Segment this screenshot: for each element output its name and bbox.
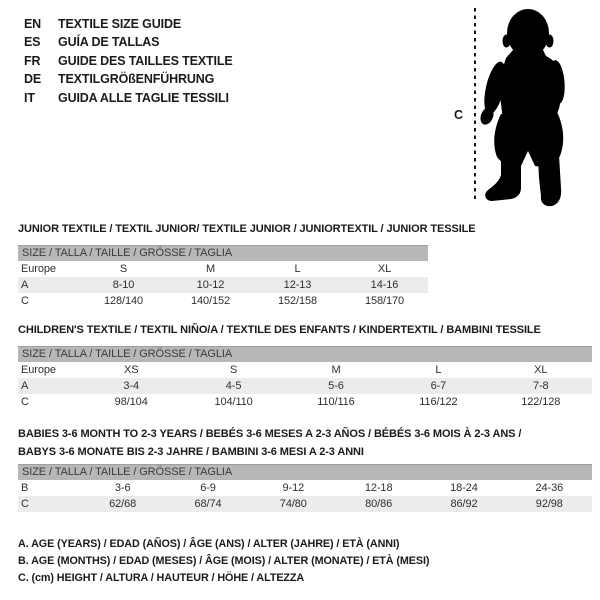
language-title: GUIDA ALLE TAGLIE TESSILI xyxy=(58,90,229,105)
row-label: B xyxy=(21,482,29,494)
table-title-line1: BABIES 3-6 MONTH TO 2-3 YEARS / BEBÉS 3-6 MESES A 2-3 AÑOS / BÉBÉS 3-6 MOIS À 2-3 ANS / xyxy=(18,428,522,440)
size-table xyxy=(18,480,592,512)
cell-value: S xyxy=(119,262,128,275)
language-title-list xyxy=(24,15,233,107)
cell-value: 116/122 xyxy=(419,395,458,408)
cell-value: 6-9 xyxy=(200,482,216,494)
language-row-it xyxy=(24,89,233,107)
data-row-b xyxy=(18,480,592,496)
cell-value: 9-12 xyxy=(282,482,305,494)
height-measure-label: C xyxy=(454,108,464,122)
cell-value: 24-36 xyxy=(535,482,564,494)
cell-value: 128/140 xyxy=(103,294,144,307)
cell-value: M xyxy=(331,363,341,376)
cell-value: 152/158 xyxy=(277,294,318,307)
babies-textile-table xyxy=(18,426,592,512)
cell-value: 4-5 xyxy=(225,379,242,392)
language-title: TEXTILGRÖßENFÜHRUNG xyxy=(58,72,215,87)
cell-value: 122/128 xyxy=(521,395,561,408)
legend-line-a: A. AGE (YEARS) / EDAD (AÑOS) / ÂGE (ANS) / ALTER (JAHRE) / ETÀ (ANNI) xyxy=(18,538,400,550)
size-header-bar: SIZE / TALLA / TAILLE / GRÖSSE / TAGLIA xyxy=(18,464,592,480)
data-row-a xyxy=(18,378,592,394)
cell-value: 14-16 xyxy=(370,278,399,291)
data-row-c xyxy=(18,293,428,309)
language-title: GUÍA DE TALLAS xyxy=(58,35,160,50)
row-label: Europe xyxy=(21,262,56,275)
cell-value: 140/152 xyxy=(190,294,231,307)
cell-value: 110/116 xyxy=(317,395,355,408)
size-table xyxy=(18,362,592,410)
cell-value: 98/104 xyxy=(114,395,148,408)
cell-value: XS xyxy=(123,363,139,376)
cell-value: 3-4 xyxy=(123,379,139,392)
language-row-fr xyxy=(24,52,233,70)
size-header-bar: SIZE / TALLA / TAILLE / GRÖSSE / TAGLIA xyxy=(18,245,428,261)
language-code: DE xyxy=(24,72,42,87)
size-header-bar: SIZE / TALLA / TAILLE / GRÖSSE / TAGLIA xyxy=(18,346,592,362)
cell-value: 3-6 xyxy=(114,482,131,494)
data-row-c xyxy=(18,394,592,410)
language-row-es xyxy=(24,33,233,51)
cell-value: 62/68 xyxy=(109,498,137,510)
data-row-c xyxy=(18,496,592,512)
cell-value: 10-12 xyxy=(196,278,225,291)
measurement-legend xyxy=(18,536,429,588)
row-label: A xyxy=(21,278,29,291)
row-label: C xyxy=(21,498,29,510)
table-title: CHILDREN'S TEXTILE / TEXTIL NIÑO/A / TEXTILE DES ENFANTS / KINDERTEXTIL / BAMBINI TESSILE xyxy=(18,324,541,336)
language-title: GUIDE DES TAILLES TEXTILE xyxy=(58,53,233,68)
cell-value: 80/86 xyxy=(365,498,393,510)
data-row-a xyxy=(18,277,428,293)
legend-line-b: B. AGE (MONTHS) / EDAD (MESES) / ÂGE (MOIS) / ALTER (MONATE) / ETÀ (MESI) xyxy=(18,555,430,568)
cell-value: 18-24 xyxy=(450,482,478,494)
baby-silhouette-image xyxy=(440,0,600,218)
row-label: C xyxy=(21,294,29,307)
cell-value: XL xyxy=(534,363,548,376)
size-table xyxy=(18,261,428,309)
cell-value: 6-7 xyxy=(430,379,447,392)
cell-value: 12-13 xyxy=(283,278,312,291)
cell-value: M xyxy=(205,262,216,275)
cell-value: 68/74 xyxy=(194,498,222,510)
language-title: TEXTILE SIZE GUIDE xyxy=(58,17,182,31)
cell-value: 7-8 xyxy=(532,379,549,392)
language-code: IT xyxy=(24,90,35,105)
cell-value: 104/110 xyxy=(214,395,253,408)
row-label: C xyxy=(21,395,29,408)
language-row-en xyxy=(24,15,233,33)
column-header-row xyxy=(18,261,428,277)
baby-silhouette xyxy=(478,9,566,206)
childrens-textile-table xyxy=(18,322,592,410)
table-title: JUNIOR TEXTILE / TEXTIL JUNIOR/ TEXTILE JUNIOR / JUNIORTEXTIL / JUNIOR TESSILE xyxy=(18,223,476,235)
cell-value: 8-10 xyxy=(112,278,135,291)
baby-height-figure xyxy=(440,0,600,218)
cell-value: 92/98 xyxy=(535,498,563,510)
cell-value: 158/170 xyxy=(364,294,405,307)
row-label: Europe xyxy=(21,363,56,376)
cell-value: 74/80 xyxy=(279,498,307,510)
language-code: EN xyxy=(24,17,42,31)
cell-value: S xyxy=(229,363,238,376)
row-label: A xyxy=(21,379,29,392)
cell-value: 5-6 xyxy=(328,379,344,392)
cell-value: 12-18 xyxy=(364,482,393,494)
junior-textile-table xyxy=(18,221,476,309)
legend-line-c: C. (cm) HEIGHT / ALTURA / HAUTEUR / HÖHE / ALTEZZA xyxy=(18,572,305,585)
language-code: FR xyxy=(24,53,41,68)
cell-value: 86/92 xyxy=(450,498,478,510)
language-row-de xyxy=(24,70,233,88)
cell-value: XL xyxy=(377,262,392,275)
language-code: ES xyxy=(24,35,41,50)
column-header-row xyxy=(18,362,592,378)
table-title-line2: BABYS 3-6 MONATE BIS 2-3 JAHRE / BAMBINI 3-6 MESI A 2-3 ANNI xyxy=(18,445,364,458)
cell-value: L xyxy=(435,363,442,376)
cell-value: L xyxy=(294,262,301,275)
